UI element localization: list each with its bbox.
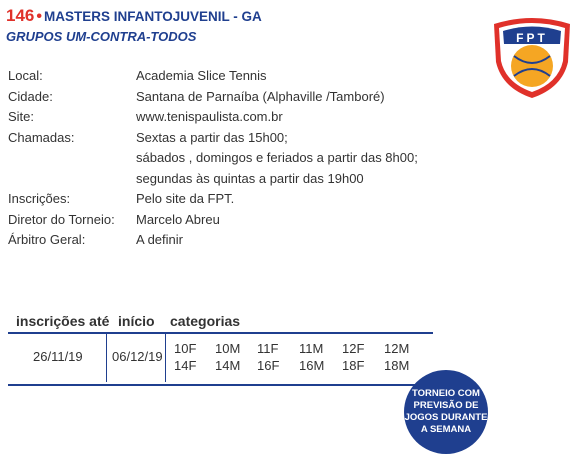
header-inicio: início <box>118 313 155 329</box>
info-value: A definir <box>136 232 183 247</box>
category: 11M <box>299 341 324 356</box>
inicio-date: 06/12/19 <box>112 349 163 364</box>
category: 14F <box>174 358 197 373</box>
header-inscricoes: inscrições até <box>16 313 110 329</box>
category: 12M <box>384 341 410 356</box>
header-categorias: categorias <box>170 313 241 329</box>
info-value: Marcelo Abreu <box>136 211 220 227</box>
info-value: segundas às quintas a partir das 19h00 <box>136 170 364 186</box>
info-label: Cidade: <box>8 88 53 104</box>
category: 12F <box>342 341 365 356</box>
category: 10M <box>215 341 241 356</box>
info-label: Inscrições: <box>8 191 71 206</box>
tournament-name: MASTERS INFANTOJUVENIL - GA <box>43 9 262 24</box>
column-divider <box>165 334 166 382</box>
table-row <box>8 334 433 382</box>
inscricoes-date: 26/11/19 <box>33 349 83 364</box>
table-header <box>8 310 433 332</box>
info-value: Pelo site da FPT. <box>136 191 235 206</box>
tournament-number: 146 <box>6 6 35 25</box>
badge-line: JOGOS DURANTE <box>404 412 488 423</box>
info-label: Site: <box>8 109 35 124</box>
category: 16F <box>257 358 280 373</box>
info-value: Santana de Parnaíba (Alphaville /Tamboré) <box>136 88 385 104</box>
badge-line: TORNEIO COM <box>412 388 480 399</box>
info-label: Diretor do Torneio: <box>8 211 115 227</box>
fpt-logo <box>490 14 574 100</box>
tournament-subtitle: GRUPOS UM-CONTRA-TODOS <box>6 29 197 44</box>
category: 11F <box>257 341 279 356</box>
schedule-table <box>8 310 433 373</box>
tournament-title <box>6 6 262 26</box>
info-label: Árbitro Geral: <box>8 232 86 247</box>
category: 18F <box>342 358 365 373</box>
info-value: Academia Slice Tennis <box>136 68 267 83</box>
info-label: Chamadas: <box>8 129 75 145</box>
category: 16M <box>299 358 325 373</box>
badge-line: PREVISÃO DE <box>413 400 479 411</box>
svg-text:FPT: FPT <box>516 31 548 45</box>
badge-line: A SEMANA <box>420 424 472 435</box>
site-link[interactable]: www.tenispaulista.com.br <box>136 109 283 124</box>
weekday-games-badge <box>404 370 488 454</box>
info-value: sábados , domingos e feriados a partir das 8h00; <box>136 150 418 165</box>
column-divider <box>106 334 107 382</box>
info-value: Sextas a partir das 15h00; <box>136 129 288 145</box>
category: 14M <box>215 358 241 373</box>
bullet-icon: • <box>36 8 42 25</box>
category: 10F <box>174 341 197 356</box>
tournament-header <box>6 6 262 44</box>
table-bottom-divider <box>8 384 433 386</box>
info-label: Local: <box>8 68 43 83</box>
category: 18M <box>384 358 410 373</box>
